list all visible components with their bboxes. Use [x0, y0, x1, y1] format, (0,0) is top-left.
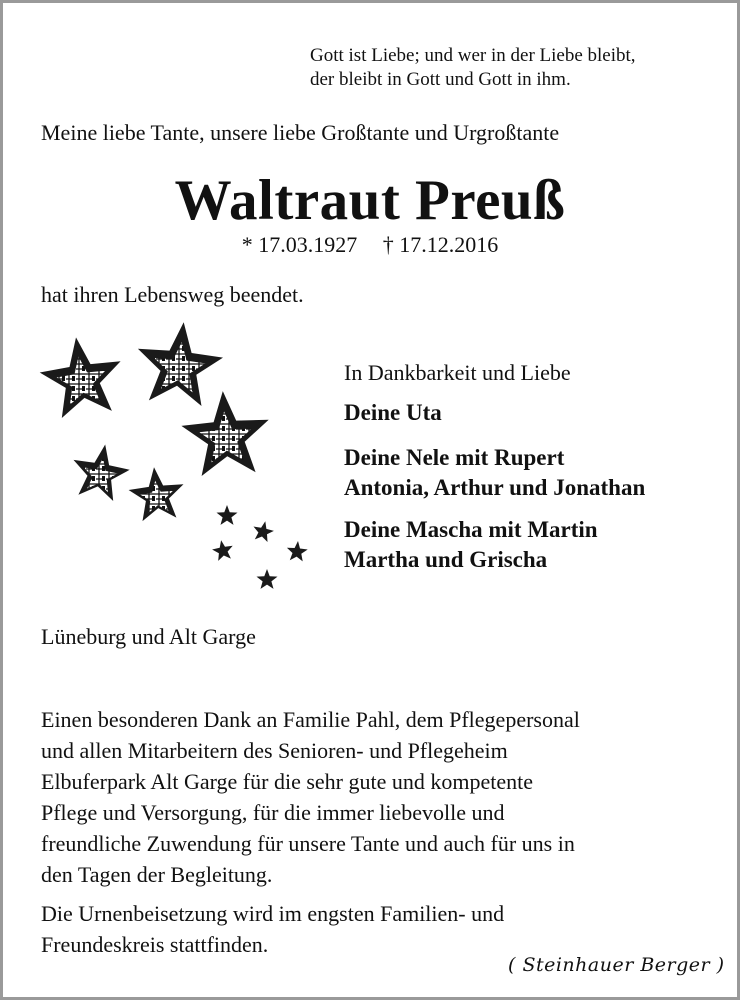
- bible-verse: [310, 44, 636, 92]
- end-line: hat ihren Lebensweg beendet.: [41, 282, 304, 307]
- paragraph-line: Pflege und Versorgung, für die immer liebevolle und: [41, 800, 505, 825]
- mourner-line: Antonia, Arthur und Jonathan: [344, 475, 646, 500]
- paragraph-line: Einen besonderen Dank an Familie Pahl, dem Pflegepersonal: [41, 707, 580, 732]
- mourner-line: Deine Uta: [344, 400, 442, 425]
- star-icon: [287, 541, 308, 561]
- bible-verse-line: Gott ist Liebe; und wer in der Liebe bleibt,: [310, 45, 636, 66]
- burial-paragraph: [41, 898, 504, 960]
- star-icon: [254, 521, 274, 542]
- mourner-group: [344, 515, 598, 575]
- paragraph-line: Die Urnenbeisetzung wird im engsten Familien- und: [41, 901, 505, 926]
- star-icon: [212, 540, 233, 561]
- paragraph-line: den Tagen der Begleitung.: [41, 862, 273, 887]
- mourner-line: Deine Mascha mit Martin: [344, 517, 598, 542]
- intro-text: Meine liebe Tante, unsere liebe Großtante und Urgroßtante: [41, 120, 560, 145]
- thanks-paragraph: [41, 704, 580, 890]
- birth-date: * 17.03.1927: [241, 232, 358, 257]
- paragraph-line: Freundeskreis stattfinden.: [41, 932, 269, 957]
- undertaker-signature: ( Steinhauer Berger ): [508, 954, 725, 976]
- mourner-group: [344, 398, 442, 428]
- death-date: † 17.12.2016: [382, 232, 499, 257]
- bible-verse-line: der bleibt in Gott und Gott in ihm.: [310, 69, 571, 90]
- mourner-line: Deine Nele mit Rupert: [344, 445, 565, 470]
- star-icon: [257, 569, 278, 589]
- life-dates: [0, 232, 740, 258]
- star-icon: [217, 505, 238, 525]
- star-cluster-icon: [36, 322, 326, 602]
- paragraph-line: freundliche Zuwendung für unsere Tante und auch für uns in: [41, 831, 575, 856]
- mourners-intro: In Dankbarkeit und Liebe: [344, 360, 571, 385]
- place-line: Lüneburg und Alt Garge: [41, 624, 256, 649]
- deceased-name: Waltraut Preuß: [174, 169, 566, 232]
- paragraph-line: Elbuferpark Alt Garge für die sehr gute und kompetente: [41, 769, 533, 794]
- mourner-line: Martha und Grischa: [344, 547, 548, 572]
- paragraph-line: und allen Mitarbeitern des Senioren- und Pflegeheim: [41, 738, 508, 763]
- mourner-group: [344, 443, 645, 503]
